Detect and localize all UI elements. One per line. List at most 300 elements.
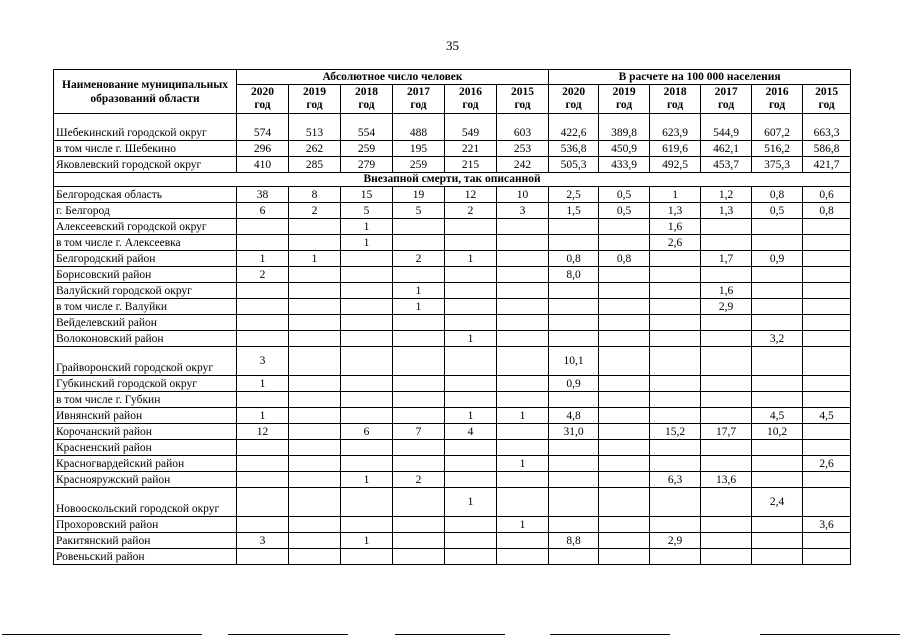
absolute-count-cell (289, 488, 341, 517)
absolute-count-cell: 19 (393, 187, 445, 203)
municipality-name: Волоконовский район (54, 331, 237, 347)
rate-cell: 13,6 (701, 472, 752, 488)
rate-cell (650, 315, 701, 331)
rate-cell (599, 267, 650, 283)
absolute-count-cell (237, 299, 289, 315)
municipality-name: Яковлевский городской округ (54, 157, 237, 173)
absolute-count-cell (341, 408, 393, 424)
absolute-count-cell: 1 (393, 283, 445, 299)
year-unit: год (565, 99, 582, 111)
rate-cell: 0,6 (803, 187, 851, 203)
rate-cell (752, 347, 803, 376)
table-row (54, 251, 851, 267)
absolute-count-cell (497, 235, 549, 251)
year-label: 2018 (355, 86, 378, 98)
rate-cell (599, 219, 650, 235)
rate-cell (599, 283, 650, 299)
absolute-count-cell (341, 283, 393, 299)
section-title: Внезапной смерти, так описанной (54, 173, 851, 187)
municipality-name: Губкинский городской округ (54, 376, 237, 392)
absolute-count-cell: 2 (445, 203, 497, 219)
rate-cell (599, 488, 650, 517)
rate-cell (752, 392, 803, 408)
absolute-count-cell (497, 283, 549, 299)
footer-rule (550, 634, 670, 635)
rate-cell: 0,8 (599, 251, 650, 267)
absolute-count-cell (445, 235, 497, 251)
absolute-count-cell: 296 (237, 141, 289, 157)
rate-cell: 453,7 (701, 157, 752, 173)
absolute-count-cell (341, 251, 393, 267)
municipality-name: Валуйский городской округ (54, 283, 237, 299)
absolute-count-cell: 549 (445, 114, 497, 141)
absolute-count-cell (341, 331, 393, 347)
rate-cell: 3,2 (752, 331, 803, 347)
absolute-count-cell: 1 (445, 251, 497, 267)
rate-cell: 1 (650, 187, 701, 203)
absolute-count-cell: 6 (237, 203, 289, 219)
rate-cell (701, 219, 752, 235)
absolute-count-cell (497, 315, 549, 331)
rate-cell (752, 376, 803, 392)
absolute-count-cell (289, 424, 341, 440)
year-label: 2020 (251, 86, 274, 98)
municipality-name: Красногвардейский район (54, 456, 237, 472)
absolute-count-cell (393, 408, 445, 424)
absolute-count-cell: 5 (393, 203, 445, 219)
rate-cell (599, 315, 650, 331)
rate-cell (599, 392, 650, 408)
rate-cell (549, 219, 599, 235)
rate-cell (803, 424, 851, 440)
absolute-count-cell: 259 (341, 141, 393, 157)
rate-cell: 462,1 (701, 141, 752, 157)
absolute-count-cell: 554 (341, 114, 393, 141)
absolute-count-cell (341, 517, 393, 533)
rate-cell (701, 235, 752, 251)
rate-cell (752, 235, 803, 251)
absolute-count-cell: 12 (237, 424, 289, 440)
absolute-count-cell (289, 408, 341, 424)
rate-cell: 15,2 (650, 424, 701, 440)
rate-cell (650, 283, 701, 299)
table-row (54, 533, 851, 549)
municipality-name: в том числе г. Валуйки (54, 299, 237, 315)
rate-cell (701, 267, 752, 283)
absolute-count-cell: 8 (289, 187, 341, 203)
rate-cell: 0,5 (599, 203, 650, 219)
absolute-count-cell (341, 549, 393, 565)
rate-cell (599, 549, 650, 565)
year-label: 2019 (612, 86, 636, 98)
rate-cell (650, 299, 701, 315)
table-row (54, 488, 851, 517)
rate-cell (549, 283, 599, 299)
rate-cell (650, 267, 701, 283)
year-header-rate (803, 85, 851, 114)
absolute-count-cell: 5 (341, 203, 393, 219)
absolute-count-cell (445, 517, 497, 533)
absolute-count-cell: 513 (289, 114, 341, 141)
absolute-count-cell (341, 392, 393, 408)
section-row (54, 173, 851, 187)
absolute-count-cell (289, 517, 341, 533)
year-unit: год (666, 99, 684, 111)
rate-cell (701, 392, 752, 408)
absolute-count-cell: 262 (289, 141, 341, 157)
rate-cell (549, 472, 599, 488)
table-row (54, 299, 851, 315)
absolute-count-cell: 253 (497, 141, 549, 157)
absolute-count-cell (497, 549, 549, 565)
absolute-count-cell (497, 533, 549, 549)
rate-cell (599, 424, 650, 440)
year-header-rate (549, 85, 599, 114)
rate-cell (752, 517, 803, 533)
year-label: 2016 (459, 86, 482, 98)
rate-cell: 375,3 (752, 157, 803, 173)
rate-cell (752, 533, 803, 549)
rate-cell (599, 408, 650, 424)
absolute-count-cell: 410 (237, 157, 289, 173)
rate-cell: 2,9 (701, 299, 752, 315)
rate-cell (650, 440, 701, 456)
rate-cell (752, 456, 803, 472)
rate-cell (701, 315, 752, 331)
rate-cell (549, 517, 599, 533)
absolute-count-cell: 488 (393, 114, 445, 141)
rate-cell (803, 251, 851, 267)
absolute-count-cell: 38 (237, 187, 289, 203)
table-row (54, 472, 851, 488)
year-unit: год (615, 99, 633, 111)
municipality-name: Ивнянский район (54, 408, 237, 424)
absolute-count-cell (289, 331, 341, 347)
absolute-count-cell (237, 283, 289, 299)
municipality-name: Борисовский район (54, 267, 237, 283)
absolute-count-cell: 1 (497, 456, 549, 472)
municipality-name: Прохоровский район (54, 517, 237, 533)
municipality-name: Красненский район (54, 440, 237, 456)
rate-cell (549, 392, 599, 408)
absolute-count-cell (237, 235, 289, 251)
absolute-count-cell (341, 347, 393, 376)
absolute-count-cell (237, 331, 289, 347)
rate-cell: 0,8 (803, 203, 851, 219)
rate-cell (803, 488, 851, 517)
rate-cell (650, 331, 701, 347)
absolute-count-cell: 603 (497, 114, 549, 141)
absolute-count-cell (393, 219, 445, 235)
rate-cell: 422,6 (549, 114, 599, 141)
name-column-header: Наименование муниципальных образований области (54, 70, 237, 114)
rate-cell (701, 549, 752, 565)
municipality-name: Ракитянский район (54, 533, 237, 549)
absolute-count-cell: 1 (445, 488, 497, 517)
absolute-count-cell: 1 (445, 408, 497, 424)
year-label: 2015 (815, 86, 839, 98)
absolute-count-cell: 1 (289, 251, 341, 267)
absolute-count-cell: 10 (497, 187, 549, 203)
absolute-count-cell: 3 (497, 203, 549, 219)
absolute-count-cell: 221 (445, 141, 497, 157)
absolute-count-cell (393, 267, 445, 283)
rate-cell (599, 472, 650, 488)
absolute-count-cell (289, 440, 341, 456)
absolute-count-cell (393, 235, 445, 251)
rate-cell: 1,7 (701, 251, 752, 267)
rate-cell (803, 235, 851, 251)
rate-cell (752, 267, 803, 283)
year-label: 2017 (714, 86, 738, 98)
municipality-name: в том числе г. Алексеевка (54, 235, 237, 251)
rate-cell (650, 392, 701, 408)
rate-cell: 2,5 (549, 187, 599, 203)
statistics-table (53, 69, 851, 565)
year-unit: год (717, 99, 735, 111)
rate-cell: 516,2 (752, 141, 803, 157)
rate-cell: 2,6 (650, 235, 701, 251)
rate-cell: 663,3 (803, 114, 851, 141)
rate-cell (752, 299, 803, 315)
year-header-abs (445, 85, 497, 114)
rate-cell (803, 533, 851, 549)
table-row (54, 219, 851, 235)
municipality-name: Вейделевский район (54, 315, 237, 331)
absolute-count-cell: 259 (393, 157, 445, 173)
year-header-abs (341, 85, 393, 114)
absolute-count-cell (289, 549, 341, 565)
absolute-count-cell (237, 472, 289, 488)
rate-cell: 1,3 (650, 203, 701, 219)
rate-cell: 536,8 (549, 141, 599, 157)
rate-cell (549, 315, 599, 331)
table-row (54, 187, 851, 203)
absolute-count-cell (497, 440, 549, 456)
municipality-name: Шебекинский городской округ (54, 114, 237, 141)
absolute-count-cell: 1 (393, 299, 445, 315)
absolute-count-cell (445, 376, 497, 392)
rate-cell (752, 549, 803, 565)
absolute-count-cell (393, 533, 445, 549)
rate-cell (701, 517, 752, 533)
table-row (54, 440, 851, 456)
rate-cell: 17,7 (701, 424, 752, 440)
rate-cell: 2,9 (650, 533, 701, 549)
table-row (54, 283, 851, 299)
absolute-count-cell: 2 (237, 267, 289, 283)
year-unit: год (818, 99, 835, 111)
year-header-rate (599, 85, 650, 114)
absolute-count-cell (237, 517, 289, 533)
year-unit: год (462, 99, 479, 111)
year-header-abs (497, 85, 549, 114)
absolute-count-cell (497, 331, 549, 347)
table-row (54, 376, 851, 392)
absolute-count-cell (393, 392, 445, 408)
rate-cell (650, 376, 701, 392)
absolute-count-cell (289, 299, 341, 315)
absolute-count-cell (445, 283, 497, 299)
absolute-count-cell (445, 315, 497, 331)
absolute-count-cell: 15 (341, 187, 393, 203)
absolute-count-cell (445, 472, 497, 488)
rate-cell (752, 472, 803, 488)
municipality-name: Белгородская область (54, 187, 237, 203)
rate-cell: 2,6 (803, 456, 851, 472)
rate-cell (701, 440, 752, 456)
rate-cell (599, 533, 650, 549)
rate-cell: 0,9 (549, 376, 599, 392)
rate-cell (549, 299, 599, 315)
municipality-name: Ровеньский район (54, 549, 237, 565)
absolute-count-cell: 3 (237, 347, 289, 376)
absolute-count-cell (393, 549, 445, 565)
rate-cell: 1,2 (701, 187, 752, 203)
absolute-count-cell: 1 (237, 408, 289, 424)
rate-cell: 623,9 (650, 114, 701, 141)
absolute-count-cell (497, 347, 549, 376)
absolute-count-cell (445, 347, 497, 376)
year-label: 2017 (407, 86, 430, 98)
absolute-count-cell (497, 424, 549, 440)
rate-cell: 6,3 (650, 472, 701, 488)
year-header-abs (237, 85, 289, 114)
year-label: 2015 (511, 86, 535, 98)
absolute-count-cell (445, 299, 497, 315)
absolute-count-cell (497, 488, 549, 517)
absolute-count-cell (445, 533, 497, 549)
absolute-count-cell: 1 (237, 376, 289, 392)
municipality-name: Грайворонский городской округ (54, 347, 237, 376)
municipality-name: Алексеевский городской округ (54, 219, 237, 235)
rate-cell (701, 456, 752, 472)
year-unit: год (254, 99, 271, 111)
rate-cell: 586,8 (803, 141, 851, 157)
rate-cell (701, 533, 752, 549)
rate-cell (701, 331, 752, 347)
rate-cell (599, 347, 650, 376)
rate-cell (803, 219, 851, 235)
municipality-name: Корочанский район (54, 424, 237, 440)
rate-cell (752, 219, 803, 235)
rate-group-header: В расчете на 100 000 населения (549, 70, 851, 85)
rate-cell: 0,5 (599, 187, 650, 203)
absolute-count-cell (393, 347, 445, 376)
rate-cell (752, 440, 803, 456)
municipality-name: г. Белгород (54, 203, 237, 219)
rate-cell (803, 549, 851, 565)
rate-cell (650, 517, 701, 533)
year-label: 2019 (303, 86, 326, 98)
absolute-count-cell (237, 315, 289, 331)
rate-cell (650, 408, 701, 424)
rate-cell: 492,5 (650, 157, 701, 173)
table-row (54, 157, 851, 173)
rate-cell: 4,5 (803, 408, 851, 424)
absolute-count-cell (393, 488, 445, 517)
rate-cell (549, 549, 599, 565)
table-row (54, 392, 851, 408)
absolute-count-cell: 6 (341, 424, 393, 440)
rate-cell (650, 251, 701, 267)
absolute-count-cell: 7 (393, 424, 445, 440)
rate-cell (549, 331, 599, 347)
rate-cell (803, 440, 851, 456)
absolute-count-cell: 242 (497, 157, 549, 173)
municipality-name: Краснояружский район (54, 472, 237, 488)
rate-cell (650, 488, 701, 517)
absolute-count-cell: 1 (341, 219, 393, 235)
rate-cell: 389,8 (599, 114, 650, 141)
absolute-count-cell (497, 267, 549, 283)
rate-cell (650, 549, 701, 565)
rate-cell (599, 456, 650, 472)
year-header-abs (289, 85, 341, 114)
table-row (54, 141, 851, 157)
table-row (54, 408, 851, 424)
rate-cell: 31,0 (549, 424, 599, 440)
rate-cell (549, 440, 599, 456)
absolute-count-cell: 12 (445, 187, 497, 203)
absolute-count-cell (289, 472, 341, 488)
absolute-count-cell (497, 219, 549, 235)
rate-cell: 1,6 (650, 219, 701, 235)
absolute-count-cell (341, 456, 393, 472)
rate-cell: 1,6 (701, 283, 752, 299)
absolute-count-cell (393, 456, 445, 472)
rate-cell: 10,1 (549, 347, 599, 376)
absolute-count-cell (341, 440, 393, 456)
rate-cell (803, 331, 851, 347)
absolute-count-cell (289, 315, 341, 331)
table-row (54, 517, 851, 533)
absolute-count-cell (445, 219, 497, 235)
absolute-count-cell (341, 376, 393, 392)
table-row (54, 424, 851, 440)
rate-cell: 450,9 (599, 141, 650, 157)
absolute-count-cell: 2 (393, 472, 445, 488)
absolute-count-cell: 2 (393, 251, 445, 267)
absolute-count-cell (393, 315, 445, 331)
year-label: 2020 (562, 86, 586, 98)
rate-cell (549, 456, 599, 472)
rate-cell: 0,8 (752, 187, 803, 203)
table-row (54, 347, 851, 376)
rate-cell (650, 456, 701, 472)
footer-rule (228, 634, 348, 635)
rate-cell (599, 331, 650, 347)
rate-cell (599, 517, 650, 533)
absolute-count-cell: 3 (237, 533, 289, 549)
absolute-count-cell (289, 219, 341, 235)
rate-cell (752, 315, 803, 331)
municipality-name: в том числе г. Шебекино (54, 141, 237, 157)
header-row-groups (54, 70, 851, 85)
rate-cell: 421,7 (803, 157, 851, 173)
absolute-count-cell (289, 392, 341, 408)
year-header-rate (650, 85, 701, 114)
rate-cell (599, 299, 650, 315)
rate-cell: 1,5 (549, 203, 599, 219)
absolute-count-cell (341, 299, 393, 315)
rate-cell (599, 376, 650, 392)
municipality-name: Белгородский район (54, 251, 237, 267)
absolute-count-cell (289, 283, 341, 299)
absolute-count-cell: 285 (289, 157, 341, 173)
absolute-count-cell (393, 440, 445, 456)
rate-cell (752, 283, 803, 299)
